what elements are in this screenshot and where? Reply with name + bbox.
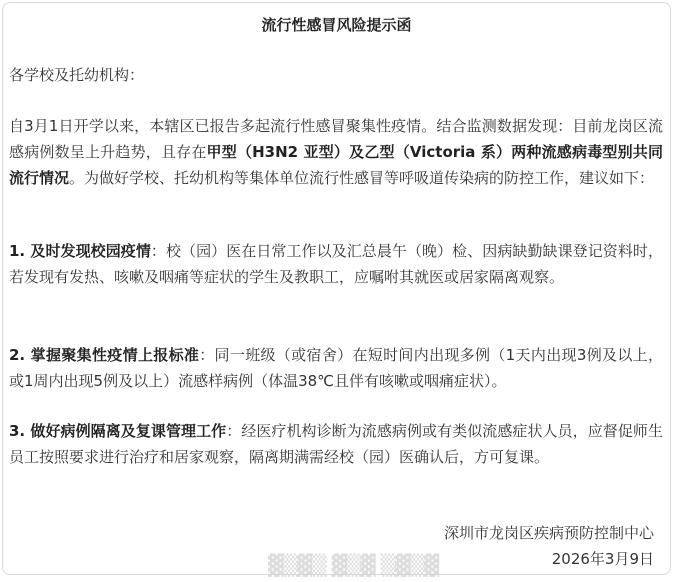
- item-2-text: ：同一班级（或宿舍）在短时间内出现多例（1天内出现3例及以上，或1周内出现5例及以上）流感样病例（体温38℃且伴有咳嗽或咽痛症状）。: [9, 346, 664, 390]
- item-3-text: ：经医疗机构诊断为流感病例或有类似流感症状人员，应督促师生员工按照要求进行治疗和居家观察，隔离期满需经校（园）医确认后，方可复课。: [9, 422, 663, 466]
- notice-card: [2, 2, 671, 575]
- intro-bold-text: 甲型（H3N2 亚型）及乙型（Victoria 系）两种流感病毒型别共同流行情况: [9, 143, 663, 187]
- signature-organization: 深圳市龙岗区疾病预防控制中心: [443, 524, 654, 542]
- salutation: 各学校及托幼机构：: [9, 66, 145, 84]
- watermark-image: ▓▒▓▒ ▓▒▓ ▒▓▒▓: [268, 553, 439, 577]
- intro-paragraph: [9, 113, 663, 191]
- intro-text-start: 自3月1日开学以来，本辖区已报告多起流行性感冒聚集性疫情。结合监测数据发现：目前龙岗区流感病例数呈上升趋势，且存在: [9, 117, 663, 161]
- item-1-text: ：校（园）医在日常工作以及汇总晨午（晚）检、因病缺勤缺课登记资料时，若发现有发热、咳嗽及咽痛等症状的学生及教职工，应嘱咐其就医或居家隔离观察。: [9, 242, 663, 286]
- item-2-paragraph: [9, 342, 663, 394]
- signature-date: 2026年3月9日: [551, 550, 654, 568]
- document-title: 流行性感冒风险提示函: [261, 16, 412, 34]
- intro-text-end: 。为做好学校、托幼机构等集体单位流行性感冒等呼吸道传染病的防控工作，建议如下：: [69, 169, 655, 187]
- item-3-heading: 3. 做好病例隔离及复课管理工作: [9, 422, 227, 440]
- item-1-paragraph: [9, 238, 663, 290]
- item-1-heading: 1. 及时发现校园疫情: [9, 242, 151, 260]
- item-3-paragraph: [9, 418, 663, 470]
- item-2-heading: 2. 掌握聚集性疫情上报标准: [9, 346, 200, 364]
